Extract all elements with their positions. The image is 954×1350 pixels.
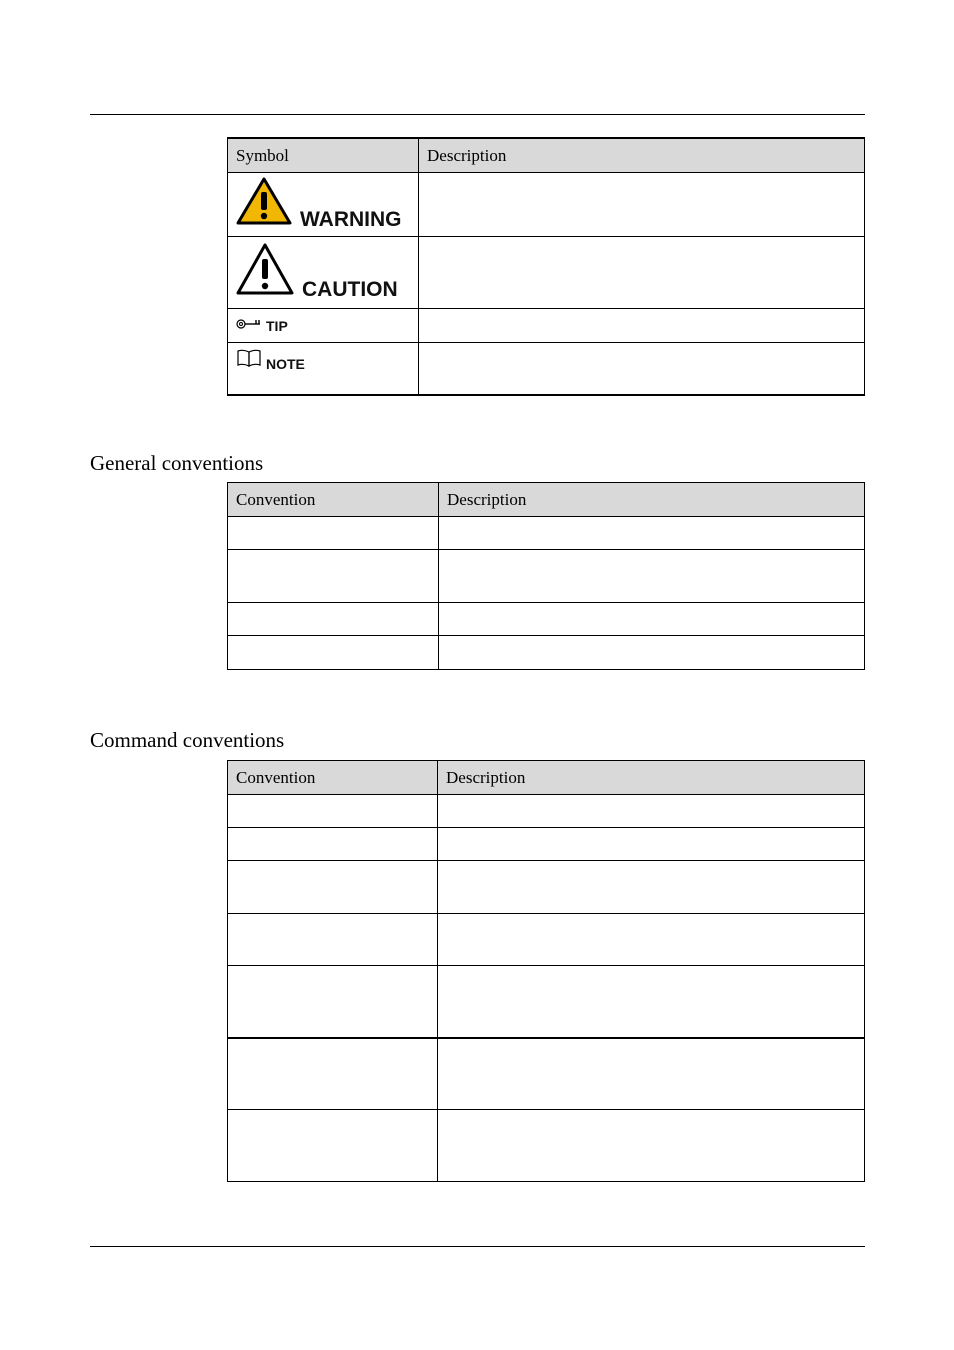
convention-cell	[228, 914, 438, 966]
symbol-cell	[228, 343, 419, 395]
column-header-description: Description	[438, 761, 865, 795]
convention-cell	[228, 861, 438, 914]
table-row	[228, 914, 865, 966]
table-row	[228, 828, 865, 861]
convention-cell	[228, 795, 438, 828]
description-cell	[439, 550, 865, 603]
table-row	[228, 173, 865, 237]
general-conventions-table	[227, 482, 865, 670]
warning-triangle-icon	[236, 176, 292, 230]
table-row	[228, 603, 865, 636]
description-cell	[439, 603, 865, 636]
column-header-convention: Convention	[228, 761, 438, 795]
symbol-label: TIP	[266, 317, 288, 334]
convention-cell	[228, 517, 439, 550]
book-icon	[236, 349, 262, 371]
table-row	[228, 795, 865, 828]
description-cell	[439, 636, 865, 670]
convention-cell	[228, 966, 438, 1038]
description-cell	[438, 795, 865, 828]
description-cell	[419, 343, 865, 395]
description-cell	[438, 1038, 865, 1110]
column-header-convention: Convention	[228, 483, 439, 517]
table-row	[228, 966, 865, 1038]
header-rule	[90, 114, 865, 115]
table-header-row	[228, 138, 865, 173]
table-header-row	[228, 761, 865, 795]
convention-cell	[228, 550, 439, 603]
description-cell	[438, 966, 865, 1038]
table-row	[228, 343, 865, 395]
table-row	[228, 550, 865, 603]
column-header-symbol: Symbol	[228, 138, 419, 173]
column-header-description: Description	[419, 138, 865, 173]
section-title-general-conventions: General conventions	[90, 451, 264, 475]
caution-triangle-icon	[236, 242, 294, 300]
table-row	[228, 861, 865, 914]
footer-rule	[90, 1246, 865, 1247]
convention-cell	[228, 603, 439, 636]
symbol-label: NOTE	[266, 356, 305, 372]
key-icon	[236, 317, 262, 335]
description-cell	[439, 517, 865, 550]
description-cell	[438, 914, 865, 966]
symbol-table	[227, 137, 865, 396]
table-header-row	[228, 483, 865, 517]
symbol-cell	[228, 237, 419, 309]
section-title-command-conventions: Command conventions	[90, 728, 285, 752]
description-cell	[438, 861, 865, 914]
description-cell	[419, 237, 865, 309]
table-row	[228, 636, 865, 670]
convention-cell	[228, 1110, 438, 1182]
description-cell	[419, 309, 865, 343]
table-row	[228, 1038, 865, 1110]
table-row	[228, 309, 865, 343]
table-row	[228, 1110, 865, 1182]
table-row	[228, 517, 865, 550]
description-cell	[419, 173, 865, 237]
command-conventions-table	[227, 760, 865, 1182]
symbol-cell	[228, 309, 419, 343]
symbol-label: CAUTION	[302, 277, 398, 301]
convention-cell	[228, 1038, 438, 1110]
description-cell	[438, 828, 865, 861]
convention-cell	[228, 636, 439, 670]
description-cell	[438, 1110, 865, 1182]
table-row	[228, 237, 865, 309]
convention-cell	[228, 828, 438, 861]
symbol-cell	[228, 173, 419, 237]
column-header-description: Description	[439, 483, 865, 517]
symbol-label: WARNING	[300, 207, 402, 231]
